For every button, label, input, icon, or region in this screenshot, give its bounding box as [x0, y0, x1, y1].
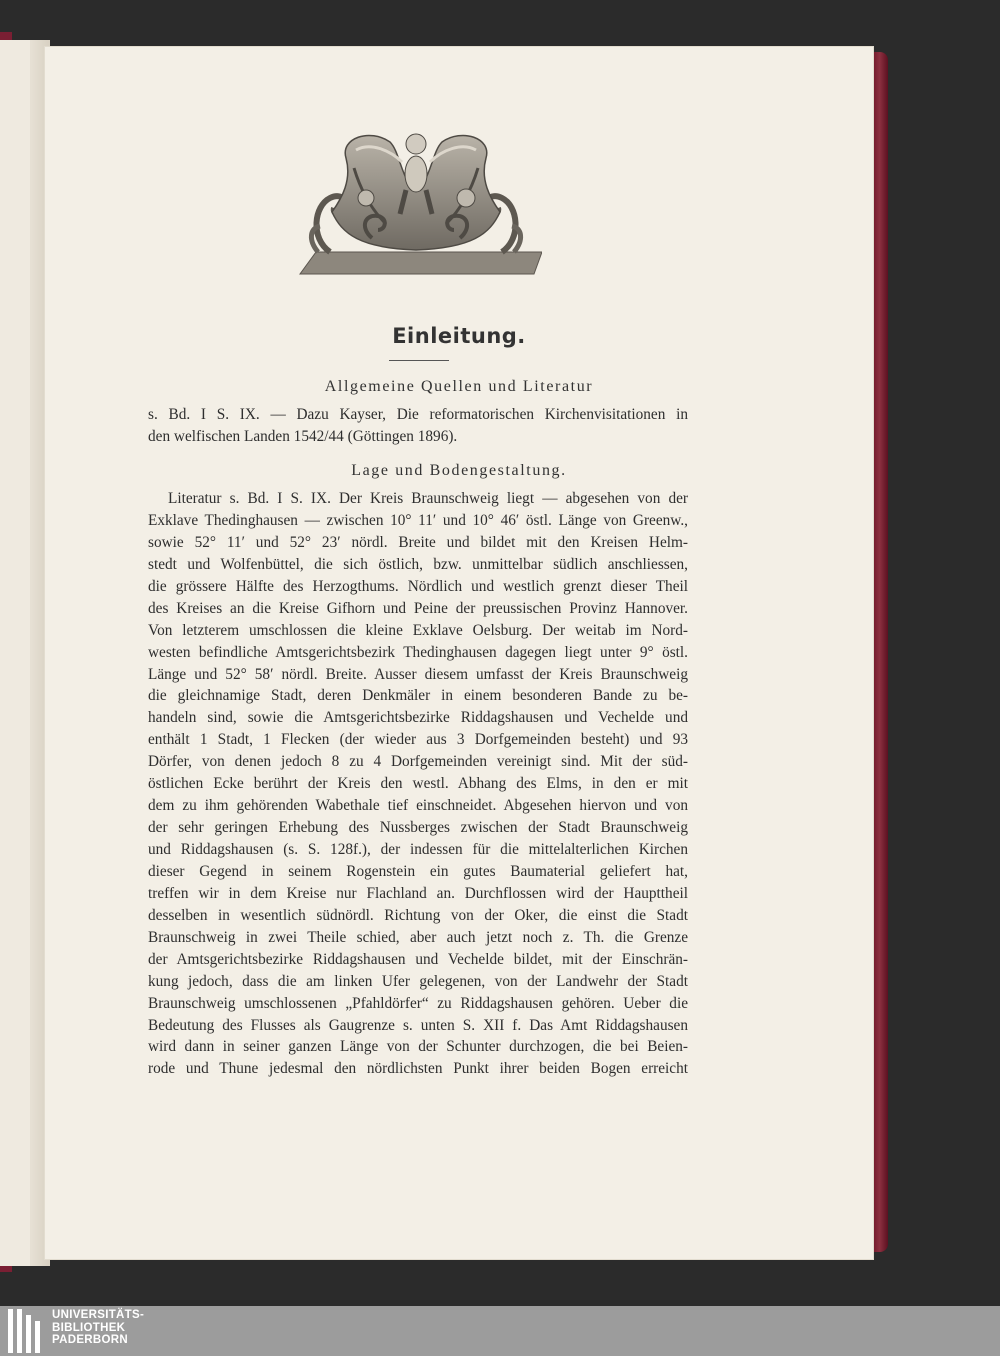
- text-line: die grössere Hälfte des Herzogthums. Nördlich und westlich grenzt dieser Theil: [148, 577, 688, 595]
- text-line: Länge und 52° 58′ nördl. Breite. Ausser diesem umfasst der Kreis Braunschweig: [148, 665, 688, 683]
- text-line: des Kreises an die Kreise Gifhorn und Peine der preussischen Provinz Hannover.: [148, 599, 688, 617]
- logo-line: UNIVERSITÄTS-: [52, 1309, 145, 1321]
- text-line: sowie 52° 11′ und 52° 23′ nördl. Breite und bildet mit den Kreisen Helm-: [148, 533, 688, 551]
- text-line: östlichen Ecke berührt der Kreis den westl. Abhang des Elms, in den er mit: [148, 775, 688, 793]
- book-page: [44, 46, 874, 1260]
- text-line: stedt und Wolfenbüttel, die sich östlich, bzw. unmittelbar südlich anschliessen,: [148, 555, 688, 573]
- text-line: dem zu ihm gehörenden Wabethale tief einschneidet. Abgesehen hiervon und von: [148, 797, 688, 815]
- text-line: desselben in wesentlich südnördl. Richtung von der Oker, die einst die Stadt: [148, 906, 688, 924]
- text-line: und Riddagshausen (s. S. 128f.), der indessen für die mittelalterlichen Kirchen: [148, 841, 688, 858]
- library-footer-bar: [0, 1306, 1000, 1356]
- page-title: Einleitung.: [392, 324, 526, 348]
- section-heading-sources: Allgemeine Quellen und Literatur: [324, 378, 594, 395]
- text-line: dieser Gegend in seinem Rogenstein ein gutes Baumaterial geliefert hat,: [148, 862, 688, 880]
- text-line: westen befindliche Amtsgerichtsbezirk Thedinghausen dagegen liegt unter 9° östl.: [148, 643, 688, 661]
- library-logo-icon: [8, 1309, 44, 1353]
- baroque-cherub-ornament: [290, 128, 542, 280]
- logo-line: PADERBORN: [52, 1334, 128, 1346]
- text-line: Braunschweig umschlossenen „Pfahldörfer“ zu Riddagshausen gehören. Ueber die: [148, 994, 688, 1012]
- logo-line: BIBLIOTHEK: [52, 1321, 126, 1334]
- paragraph-sources: [148, 404, 688, 448]
- text-line: treffen wir in dem Kreise nur Flachland an. Durchflossen wird der Haupttheil: [148, 884, 688, 902]
- text-line: die gleichnamige Stadt, deren Denkmäler in einem besonderen Bande zu be-: [148, 687, 688, 705]
- section-heading-location: Lage und Bodengestaltung.: [351, 462, 567, 479]
- text-line: rode und Thune jedesmal den nördlichsten Punkt ihrer beiden Bogen erreicht: [148, 1060, 688, 1078]
- paragraph-location: [148, 488, 688, 1080]
- text-line: der sehr geringen Erhebung des Nussberges zwischen der Stadt Braunschweig: [148, 819, 688, 837]
- text-line: Bedeutung des Flusses als Gaugrenze s. unten S. XII f. Das Amt Riddagshausen: [148, 1016, 688, 1034]
- text-line: wird dann in seiner ganzen Länge von der Schunter durchzogen, die bei Beien-: [148, 1038, 688, 1056]
- title-rule: [389, 360, 449, 361]
- text-line: der Amtsgerichtsbezirke Riddagshausen und Vechelde bildet, mit der Einschrän-: [148, 950, 688, 968]
- library-logo-text: [52, 1309, 144, 1347]
- text-line: enthält 1 Stadt, 1 Flecken (der wieder aus 3 Dorfgemeinden besteht) und 93: [148, 731, 688, 749]
- text-line: Literatur s. Bd. I S. IX. Der Kreis Braunschweig liegt — abgesehen von der: [168, 490, 688, 507]
- text-line: handeln sind, sowie die Amtsgerichtsbezirke Riddagshausen und Vechelde und: [148, 709, 688, 727]
- text-line: Von letzterem umschlossen die kleine Exklave Oelsburg. Der weitab im Nord-: [148, 621, 688, 639]
- text-line: Exklave Thedinghausen — zwischen 10° 11′ und 10° 46′ östl. Länge von Greenw.,: [148, 511, 688, 529]
- text-line: den welfischen Landen 1542/44 (Göttingen 1896).: [148, 427, 458, 445]
- text-line: s. Bd. I S. IX. — Dazu Kayser, Die reformatorischen Kirchenvisitationen in: [148, 406, 688, 423]
- text-line: Braunschweig in zwei Theile schied, aber auch jetzt noch z. Th. die Grenze: [148, 928, 688, 946]
- text-line: kung jedoch, dass die am linken Ufer gelegenen, von der Landwehr der Stadt: [148, 972, 688, 990]
- text-line: Dörfer, von denen jedoch 8 zu 4 Dorfgemeinden vereinigt sind. Mit der süd-: [148, 753, 688, 771]
